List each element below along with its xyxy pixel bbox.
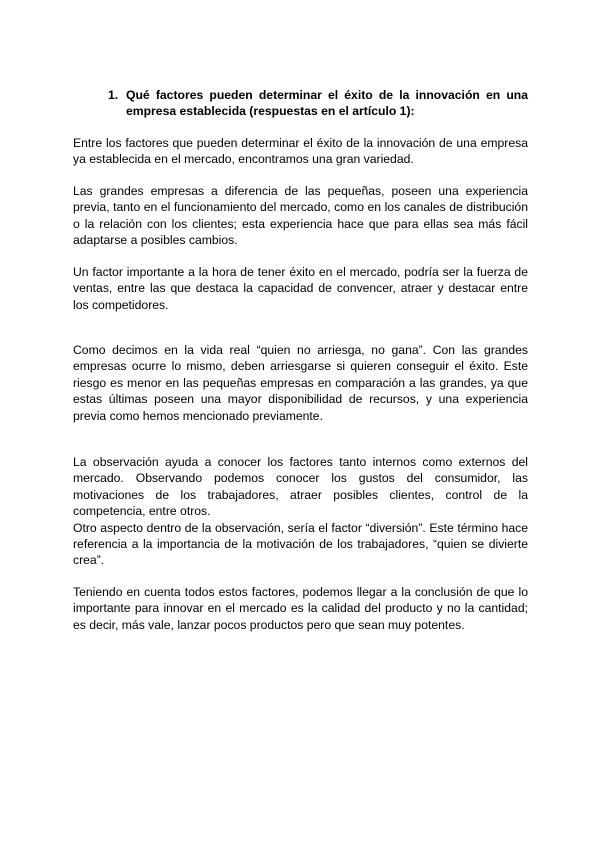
question-title: Qué factores pueden determinar el éxito de la innovación en una empresa establecida (respuestas en el artículo 1): [126,88,528,119]
paragraph-intro: Entre los factores que pueden determinar el éxito de la innovación de una empresa ya establecida en el mercado, encontramos una gran variedad. [73,136,528,167]
question-heading [108,87,528,120]
paragraph-fun-factor: Otro aspecto dentro de la observación, sería el factor “diversión”. Este término hace referencia a la importancia de la motivación de los trabajadores, “quien se divierte crea”. [73,520,528,568]
paragraph-experience: Las grandes empresas a diferencia de las pequeñas, poseen una experiencia previa, tanto en el funcionamiento del mercado, como en los canales de distribución o la relación con los clientes; esta experiencia hace que para ellas sea más fácil adaptarse a posibles cambios. [73,184,528,248]
paragraph-sales-force: Un factor importante a la hora de tener éxito en el mercado, podría ser la fuerza de ventas, entre las que destaca la capacidad de convencer, atraer y destacar entre los competidores. [73,265,528,312]
paragraph-conclusion: Teniendo en cuenta todos estos factores, podemos llegar a la conclusión de que lo importante para innovar en el mercado es la calidad del producto y no la cantidad; es decir, más vale, lanzar pocos productos pero que sean muy potentes. [73,585,528,632]
paragraph-risk: Como decimos en la vida real “quien no arriesga, no gana”. Con las grandes empresas ocurre lo mismo, deben arriesgarse si quieren conseguir el éxito. Este riesgo es menor en las pequeñas empresas en comparación a las grandes, ya que estas últimas poseen una mayor disponibilidad de recursos, y una experiencia previa como hemos mencionado previamente. [73,343,528,423]
paragraph-observation: La observación ayuda a conocer los factores tanto internos como externos del mercado. Observando podemos conocer los gustos del consumidor, las motivaciones de los trabajadores, atraer posibles clientes, control de la competencia, entre otros. Otro aspecto dentro de la observación, sería el factor “diversión”. Este término hace referencia a la importancia de la motivación de los trabajadores, “quien se divierte crea”. [73,455,528,568]
question-number: 1. [108,88,119,102]
